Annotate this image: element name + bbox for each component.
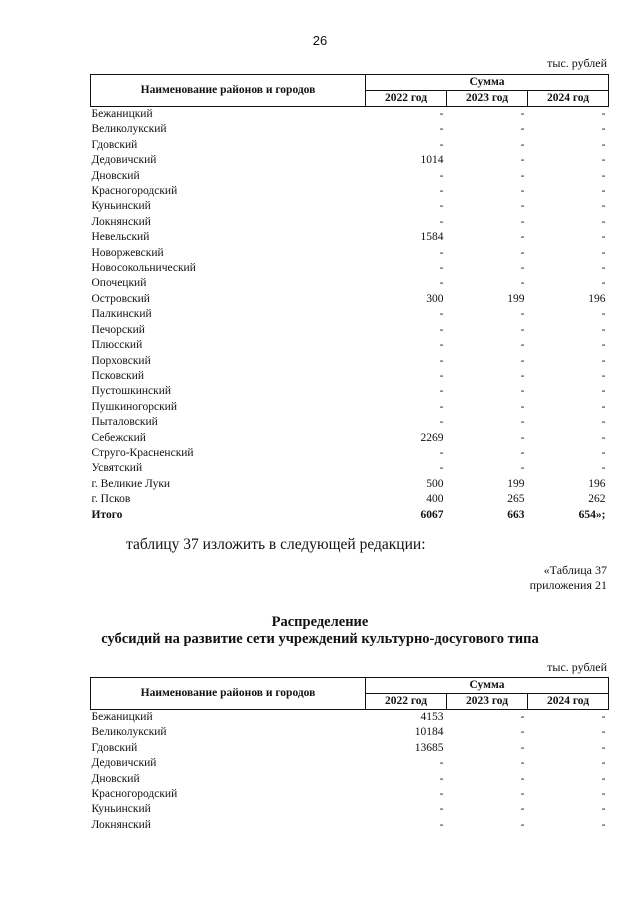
- district-name: Усвятский: [91, 462, 143, 475]
- value-2024: -: [601, 169, 606, 182]
- column-header-sum: Сумма: [366, 678, 609, 694]
- column-header-2022: 2022 год: [366, 91, 447, 107]
- value-2023: -: [520, 339, 525, 352]
- value-2024: -: [601, 726, 606, 739]
- value-2023: -: [520, 138, 525, 151]
- table-row: [91, 307, 609, 322]
- table-row: [91, 818, 609, 833]
- value-2024: -: [601, 385, 606, 398]
- district-name: Пустошкинский: [91, 385, 172, 398]
- district-name: Новоржевский: [91, 246, 164, 259]
- value-2023: -: [520, 818, 525, 831]
- value-2024: -: [601, 818, 606, 831]
- column-header-name: Наименование районов и городов: [91, 678, 366, 710]
- unit-label: тыс. рублей: [547, 56, 607, 70]
- value-2022: -: [439, 788, 444, 801]
- annex-label: [530, 563, 607, 593]
- table-row: [91, 323, 609, 338]
- table-row: [91, 369, 609, 384]
- table-row: [91, 215, 609, 230]
- table-row: [91, 292, 609, 307]
- district-name: Плюсский: [91, 339, 143, 352]
- value-2023: -: [520, 772, 525, 785]
- value-2022: -: [439, 400, 444, 413]
- value-2023: -: [520, 215, 525, 228]
- value-2024: -: [601, 246, 606, 259]
- value-2024: -: [601, 215, 606, 228]
- value-2022: -: [439, 185, 444, 198]
- value-2022: -: [439, 262, 444, 275]
- district-name: Локнянский: [91, 818, 151, 831]
- value-2022: 10184: [414, 726, 444, 739]
- value-2024: -: [601, 416, 606, 429]
- district-name: Пушкиногорский: [91, 400, 177, 413]
- district-name: Островский: [91, 292, 150, 305]
- table-row: [91, 431, 609, 446]
- value-2022: -: [439, 138, 444, 151]
- value-2023: -: [520, 108, 525, 120]
- table-row: [91, 725, 609, 740]
- district-name: г. Псков: [91, 493, 131, 506]
- column-header-name: Наименование районов и городов: [91, 75, 366, 107]
- value-2023: -: [520, 246, 525, 259]
- column-header-2023: 2023 год: [447, 91, 528, 107]
- value-2024: -: [601, 772, 606, 785]
- value-2024: -: [601, 462, 606, 475]
- district-name: Красногородский: [91, 788, 178, 801]
- value-2022: 400: [426, 493, 444, 506]
- value-2022: -: [439, 200, 444, 213]
- value-2024: 654»;: [578, 508, 606, 521]
- document-title: Распределение: [271, 614, 369, 630]
- district-name: Палкинский: [91, 308, 152, 321]
- value-2024: -: [601, 323, 606, 336]
- table-row: [91, 169, 609, 184]
- district-name: Дедовичский: [91, 154, 157, 167]
- value-2023: -: [520, 726, 525, 739]
- value-2023: -: [520, 354, 525, 367]
- value-2023: 199: [507, 477, 525, 490]
- value-2024: -: [601, 711, 606, 723]
- district-name: Порховский: [91, 354, 151, 367]
- district-name: Печорский: [91, 323, 145, 336]
- value-2022: 1584: [420, 231, 444, 244]
- value-2023: -: [520, 169, 525, 182]
- table-body: [91, 107, 609, 523]
- value-2023: -: [520, 308, 525, 321]
- district-name: Куньинский: [91, 200, 151, 213]
- value-2023: -: [520, 277, 525, 290]
- value-2023: 663: [507, 508, 525, 521]
- district-name: Новосокольнический: [91, 262, 196, 275]
- district-name: Дедовичский: [91, 757, 157, 770]
- value-2023: -: [520, 757, 525, 770]
- value-2022: -: [439, 446, 444, 459]
- district-name: Красногородский: [91, 185, 178, 198]
- value-2022: -: [439, 308, 444, 321]
- table-row: [91, 107, 609, 123]
- value-2022: 4153: [420, 711, 444, 723]
- value-2024: -: [601, 788, 606, 801]
- district-name: Опочецкий: [91, 277, 147, 290]
- total-row: [91, 508, 609, 523]
- column-header-2024: 2024 год: [528, 694, 609, 710]
- column-header-2024: 2024 год: [528, 91, 609, 107]
- value-2022: 1014: [420, 154, 444, 167]
- value-2024: -: [601, 277, 606, 290]
- value-2023: -: [520, 462, 525, 475]
- value-2024: -: [601, 262, 606, 275]
- value-2024: -: [601, 231, 606, 244]
- table-row: [91, 122, 609, 137]
- subsidy-table-2: [90, 677, 609, 833]
- table-row: [91, 772, 609, 787]
- district-name: Великолукский: [91, 123, 167, 136]
- table-row: [91, 384, 609, 399]
- value-2022: -: [439, 169, 444, 182]
- value-2024: 196: [588, 292, 606, 305]
- table-row: [91, 153, 609, 168]
- value-2022: 6067: [420, 508, 444, 521]
- value-2022: -: [439, 772, 444, 785]
- table-row: [91, 446, 609, 461]
- value-2023: -: [520, 123, 525, 136]
- table-row: [91, 492, 609, 507]
- value-2024: -: [601, 354, 606, 367]
- value-2024: -: [601, 154, 606, 167]
- district-name: Куньинский: [91, 803, 151, 816]
- value-2024: -: [601, 185, 606, 198]
- table-body: [91, 710, 609, 834]
- district-name: Гдовский: [91, 138, 138, 151]
- value-2022: -: [439, 818, 444, 831]
- value-2024: -: [601, 757, 606, 770]
- value-2022: -: [439, 339, 444, 352]
- district-name: Гдовский: [91, 741, 138, 754]
- column-header-2023: 2023 год: [447, 694, 528, 710]
- value-2022: -: [439, 369, 444, 382]
- value-2022: -: [439, 108, 444, 120]
- value-2023: -: [520, 711, 525, 723]
- value-2023: 265: [507, 493, 525, 506]
- value-2022: 2269: [420, 431, 444, 444]
- value-2022: -: [439, 803, 444, 816]
- table-row: [91, 787, 609, 802]
- value-2023: -: [520, 446, 525, 459]
- value-2024: 262: [588, 493, 606, 506]
- table-row: [91, 138, 609, 153]
- value-2023: -: [520, 741, 525, 754]
- value-2024: -: [601, 803, 606, 816]
- value-2022: -: [439, 277, 444, 290]
- value-2023: -: [520, 788, 525, 801]
- table-row: [91, 710, 609, 726]
- table-row: [91, 477, 609, 492]
- table-row: [91, 230, 609, 245]
- column-header-2022: 2022 год: [366, 694, 447, 710]
- value-2022: -: [439, 246, 444, 259]
- value-2023: -: [520, 385, 525, 398]
- table-row: [91, 246, 609, 261]
- value-2024: -: [601, 138, 606, 151]
- annex-table-label: «Таблица 37: [543, 563, 607, 577]
- value-2022: 300: [426, 292, 444, 305]
- value-2022: -: [439, 123, 444, 136]
- district-name: Бежаницкий: [91, 108, 153, 120]
- total-label: Итого: [91, 508, 123, 521]
- district-name: Дновский: [91, 772, 140, 785]
- district-name: Локнянский: [91, 215, 151, 228]
- annex-appendix-label: приложения 21: [529, 578, 607, 592]
- table-row: [91, 741, 609, 756]
- value-2023: -: [520, 231, 525, 244]
- value-2023: -: [520, 803, 525, 816]
- value-2024: -: [601, 339, 606, 352]
- table-row: [91, 802, 609, 817]
- value-2024: -: [601, 369, 606, 382]
- value-2023: -: [520, 200, 525, 213]
- value-2023: -: [520, 431, 525, 444]
- value-2024: -: [601, 200, 606, 213]
- table-row: [91, 354, 609, 369]
- value-2024: 196: [588, 477, 606, 490]
- unit-label: тыс. рублей: [547, 660, 607, 674]
- table-row: [91, 338, 609, 353]
- table-row: [91, 461, 609, 476]
- instruction-text: таблицу 37 изложить в следующей редакции:: [126, 536, 426, 553]
- value-2024: -: [601, 431, 606, 444]
- value-2023: -: [520, 323, 525, 336]
- value-2024: -: [601, 741, 606, 754]
- value-2022: -: [439, 416, 444, 429]
- district-name: Псковский: [91, 369, 145, 382]
- table-row: [91, 261, 609, 276]
- document-subtitle: субсидий на развитие сети учреждений культурно-досугового типа: [101, 631, 539, 647]
- district-name: Великолукский: [91, 726, 167, 739]
- value-2023: -: [520, 369, 525, 382]
- subsidy-table-1: [90, 74, 609, 523]
- value-2022: 500: [426, 477, 444, 490]
- value-2023: -: [520, 185, 525, 198]
- value-2022: -: [439, 354, 444, 367]
- district-name: г. Великие Луки: [91, 477, 171, 490]
- district-name: Бежаницкий: [91, 711, 153, 723]
- value-2024: -: [601, 308, 606, 321]
- district-name: Невельский: [91, 231, 150, 244]
- value-2024: -: [601, 108, 606, 120]
- district-name: Струго-Красненский: [91, 446, 194, 459]
- value-2022: -: [439, 385, 444, 398]
- table-row: [91, 184, 609, 199]
- table-row: [91, 415, 609, 430]
- value-2022: -: [439, 757, 444, 770]
- value-2023: -: [520, 154, 525, 167]
- value-2022: -: [439, 215, 444, 228]
- table-row: [91, 199, 609, 214]
- column-header-sum: Сумма: [366, 75, 609, 91]
- value-2023: -: [520, 416, 525, 429]
- table-row: [91, 276, 609, 291]
- value-2024: -: [601, 400, 606, 413]
- district-name: Себежский: [91, 431, 146, 444]
- value-2024: -: [601, 123, 606, 136]
- value-2022: -: [439, 323, 444, 336]
- value-2022: -: [439, 462, 444, 475]
- table-row: [91, 400, 609, 415]
- value-2022: 13685: [414, 741, 444, 754]
- value-2023: 199: [507, 292, 525, 305]
- value-2023: -: [520, 400, 525, 413]
- value-2024: -: [601, 446, 606, 459]
- table-row: [91, 756, 609, 771]
- district-name: Дновский: [91, 169, 140, 182]
- value-2023: -: [520, 262, 525, 275]
- page-number: 26: [312, 33, 328, 48]
- district-name: Пыталовский: [91, 416, 158, 429]
